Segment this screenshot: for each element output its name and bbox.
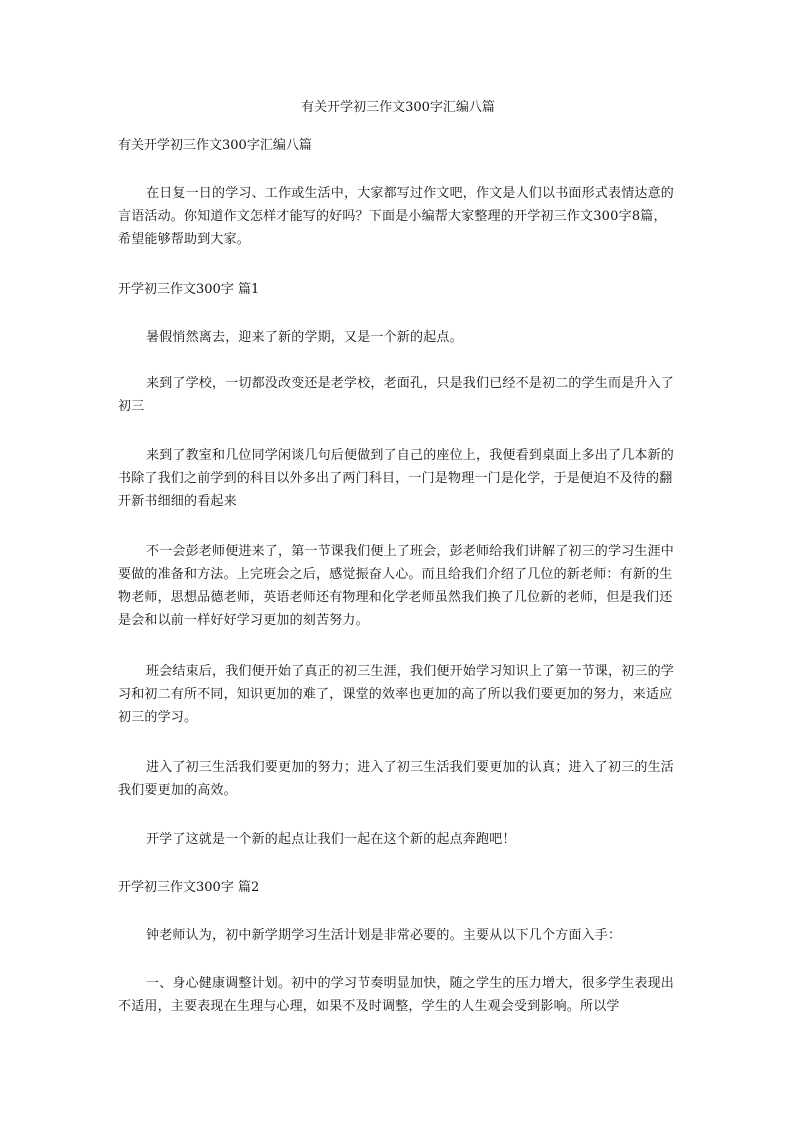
section-1-paragraph: 不一会彭老师便进来了，第一节课我们便上了班会，彭老师给我们讲解了初三的学习生涯中要做的准备和方法。上完班会之后，感觉振奋人心。而且给我们介绍了几位的新老师：有新的生物老师，思想品德老师，英语老师还有物理和化学老师虽然我们换了几位新的老师，但是我们还是会和以前一样好好学习更加的刻苦努力。 (118, 544, 675, 628)
section-1-paragraph: 班会结束后，我们便开始了真正的初三生涯，我们便开始学习知识上了第一节课，初三的学习和初二有所不同，知识更加的难了，课堂的效率也更加的高了所以我们要更加的努力，来适应初三的学习。 (118, 664, 675, 725)
section-1-paragraph: 进入了初三生活我们要更加的努力；进入了初三生活我们要更加的认真；进入了初三的生活我们要更加的高效。 (118, 760, 675, 798)
document-title: 有关开学初三作文300字汇编八篇 (301, 100, 495, 115)
section-1-paragraph: 开学了这就是一个新的起点让我们一起在这个新的起点奔跑吧！ (146, 832, 516, 847)
section-1-paragraph: 来到了学校，一切都没改变还是老学校，老面孔，只是我们已经不是初二的学生而是升入了初三 (118, 376, 675, 414)
section-1-paragraph: 来到了教室和几位同学闲谈几句后便做到了自己的座位上，我便看到桌面上多出了几本新的书除了我们之前学到的科目以外多出了两门科目，一门是物理一门是化学，于是便迫不及待的翻开新书细细的看起来 (118, 448, 675, 509)
section-2-heading: 开学初三作文300字 篇2 (118, 880, 260, 895)
section-2-paragraph: 一、身心健康调整计划。初中的学习节奏明显加快，随之学生的压力增大，很多学生表现出不适用，主要表现在生理与心理，如果不及时调整，学生的人生观会受到影响。所以学 (118, 976, 675, 1014)
document-subtitle: 有关开学初三作文300字汇编八篇 (118, 138, 312, 153)
section-1-heading: 开学初三作文300字 篇1 (118, 282, 260, 297)
section-1-paragraph: 暑假悄然离去，迎来了新的学期，又是一个新的起点。 (146, 330, 463, 345)
section-2-paragraph: 钟老师认为，初中新学期学习生活计划是非常必要的。主要从以下几个方面入手： (146, 928, 622, 943)
intro-paragraph: 在日复一日的学习、工作或生活中，大家都写过作文吧，作文是人们以书面形式表情达意的言语活动。你知道作文怎样才能写的好吗？下面是小编帮大家整理的开学初三作文300字8篇，希望能够帮助到大家。 (118, 186, 675, 247)
